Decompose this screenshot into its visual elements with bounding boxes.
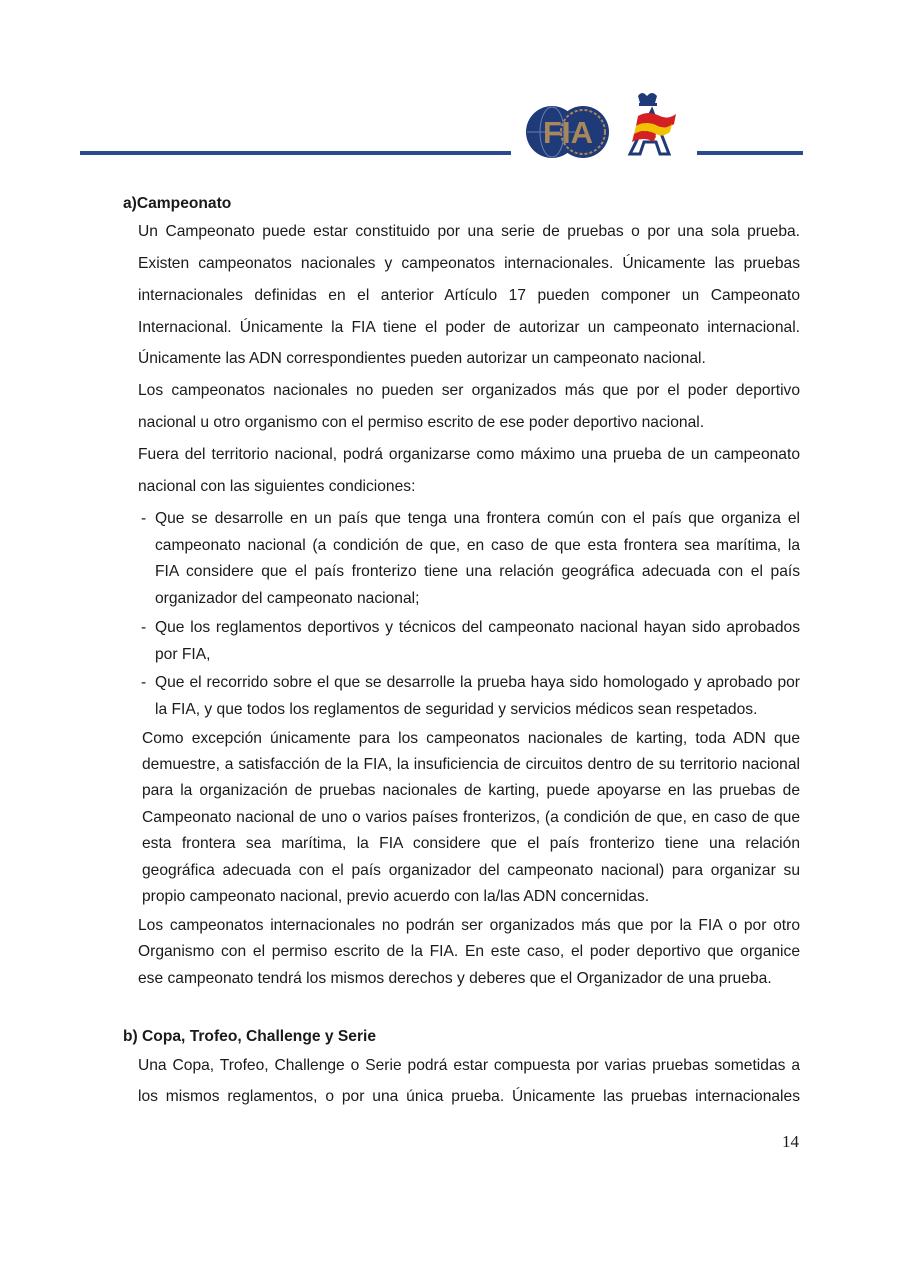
paragraph-line: Existen campeonatos nacionales y campeonatos internacionales. Únicamente las pruebas bbox=[138, 255, 800, 272]
bullet-item-line: la FIA, y que todos los reglamentos de seguridad y servicios médicos sean respetados. bbox=[155, 701, 758, 718]
header-rule-left bbox=[80, 151, 511, 155]
paragraph-line: Un Campeonato puede estar constituido por una serie de pruebas o por una sola prueba. bbox=[138, 223, 800, 240]
bullet-item-line: Que los reglamentos deportivos y técnicos del campeonato nacional hayan sido aprobados bbox=[155, 619, 800, 636]
bullet-item-line: Que el recorrido sobre el que se desarrolle la prueba haya sido homologado y aprobado por bbox=[155, 674, 800, 691]
bullet-dash: - bbox=[141, 619, 147, 636]
paragraph-line: los mismos reglamentos, o por una única prueba. Únicamente las pruebas internacionales bbox=[138, 1088, 800, 1105]
paragraph-line: Campeonato nacional de uno o varios países fronterizos, (a condición de que, en caso de que bbox=[142, 809, 800, 826]
paragraph-line: Organismo con el permiso escrito de la FIA. En este caso, el poder deportivo que organice bbox=[138, 943, 800, 960]
bullet-item-line: FIA considere que el país fronterizo tiene una relación geográfica adecuada con el país bbox=[155, 563, 800, 580]
paragraph-line: nacional u otro organismo con el permiso escrito de ese poder deportivo nacional. bbox=[138, 414, 705, 431]
bullet-item-line: por FIA, bbox=[155, 646, 211, 663]
paragraph-line: Los campeonatos nacionales no pueden ser organizados más que por el poder deportivo bbox=[138, 382, 800, 399]
paragraph-line: demuestre, a satisfacción de la FIA, la insuficiencia de circuitos dentro de su territorio nacional bbox=[142, 756, 800, 773]
paragraph-line: Los campeonatos internacionales no podrán ser organizados más que por la FIA o por otro bbox=[138, 917, 800, 934]
paragraph-line: ese campeonato tendrá los mismos derechos y deberes que el Organizador de una prueba. bbox=[138, 970, 772, 987]
paragraph-line: propio campeonato nacional, previo acuerdo con la/las ADN concernidas. bbox=[142, 888, 650, 905]
paragraph-line: Una Copa, Trofeo, Challenge o Serie podrá estar compuesta por varias pruebas sometidas a bbox=[138, 1057, 800, 1074]
paragraph-line: Fuera del territorio nacional, podrá organizarse como máximo una prueba de un campeonato bbox=[138, 446, 800, 463]
svg-text:FIA: FIA bbox=[543, 115, 593, 150]
paragraph-line: internacionales definidas en el anterior Artículo 17 pueden componer un Campeonato bbox=[138, 287, 800, 304]
paragraph-line: Como excepción únicamente para los campeonatos nacionales de karting, toda ADN que bbox=[142, 730, 800, 747]
paragraph-line: esta frontera sea marítima, la FIA considere que el país fronterizo tiene una relación bbox=[142, 835, 800, 852]
paragraph-line: geográfica adecuada con el país organizador del campeonato nacional) para organizar su bbox=[142, 862, 800, 879]
fia-logo bbox=[526, 103, 610, 161]
bullet-dash: - bbox=[141, 510, 147, 527]
bullet-item-line: organizador del campeonato nacional; bbox=[155, 590, 420, 607]
page-number: 14 bbox=[782, 1132, 799, 1151]
rfeda-logo bbox=[624, 88, 690, 158]
paragraph-line: Únicamente las ADN correspondientes pueden autorizar un campeonato nacional. bbox=[138, 350, 706, 367]
section-heading-b: b) Copa, Trofeo, Challenge y Serie bbox=[123, 1028, 377, 1045]
paragraph-line: Internacional. Únicamente la FIA tiene el poder de autorizar un campeonato internacional. bbox=[138, 319, 800, 336]
paragraph-line: para la organización de pruebas nacionales de karting, puede apoyarse en las pruebas de bbox=[142, 782, 800, 799]
bullet-dash: - bbox=[141, 674, 147, 691]
paragraph-line: nacional con las siguientes condiciones: bbox=[138, 478, 416, 495]
bullet-item-line: Que se desarrolle en un país que tenga una frontera común con el país que organiza el bbox=[155, 510, 800, 527]
bullet-item-line: campeonato nacional (a condición de que, en caso de que esta frontera sea marítima, la bbox=[155, 537, 800, 554]
section-heading-a: a)Campeonato bbox=[123, 195, 232, 212]
header-rule-right bbox=[697, 151, 803, 155]
